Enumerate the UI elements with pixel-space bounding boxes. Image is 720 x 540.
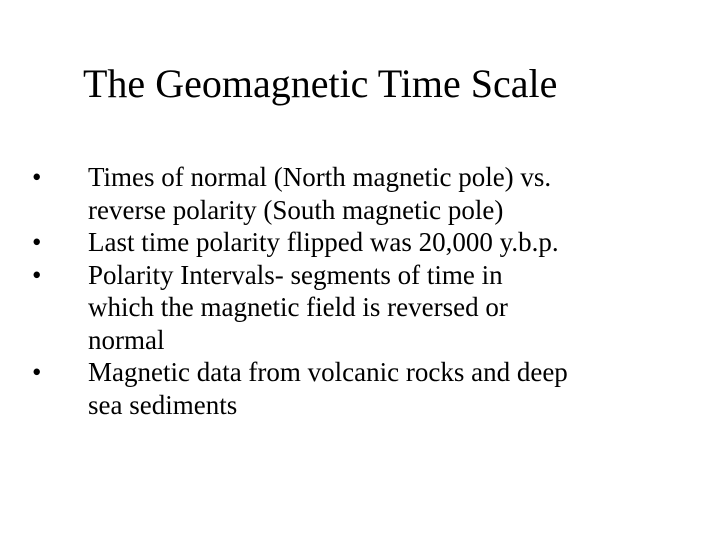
bullet-text-line: Last time polarity flipped was 20,000 y.b.p. — [88, 227, 559, 257]
bullet-text-line: normal — [88, 324, 165, 355]
bullet-dot-icon: • — [32, 259, 42, 290]
bullet-text-line: sea sediments — [88, 389, 238, 420]
bullet-dot-icon: • — [32, 162, 42, 192]
bullet-item — [32, 161, 692, 226]
bullet-item — [32, 259, 692, 357]
bullet-item — [32, 356, 692, 421]
bullet-list — [32, 161, 692, 421]
bullet-text-line: Magnetic data from volcanic rocks and deep — [88, 357, 568, 387]
slide-title: The Geomagnetic Time Scale — [83, 61, 558, 106]
bullet-text-line: reverse polarity (South magnetic pole) — [88, 194, 504, 225]
bullet-text-line: which the magnetic field is reversed or — [88, 292, 508, 322]
bullet-dot-icon: • — [32, 357, 42, 387]
bullet-text-line: Times of normal (North magnetic pole) vs. — [88, 162, 552, 192]
bullet-item — [32, 226, 692, 259]
bullet-text-line: Polarity Intervals- segments of time in — [88, 259, 503, 290]
bullet-dot-icon: • — [32, 227, 42, 257]
